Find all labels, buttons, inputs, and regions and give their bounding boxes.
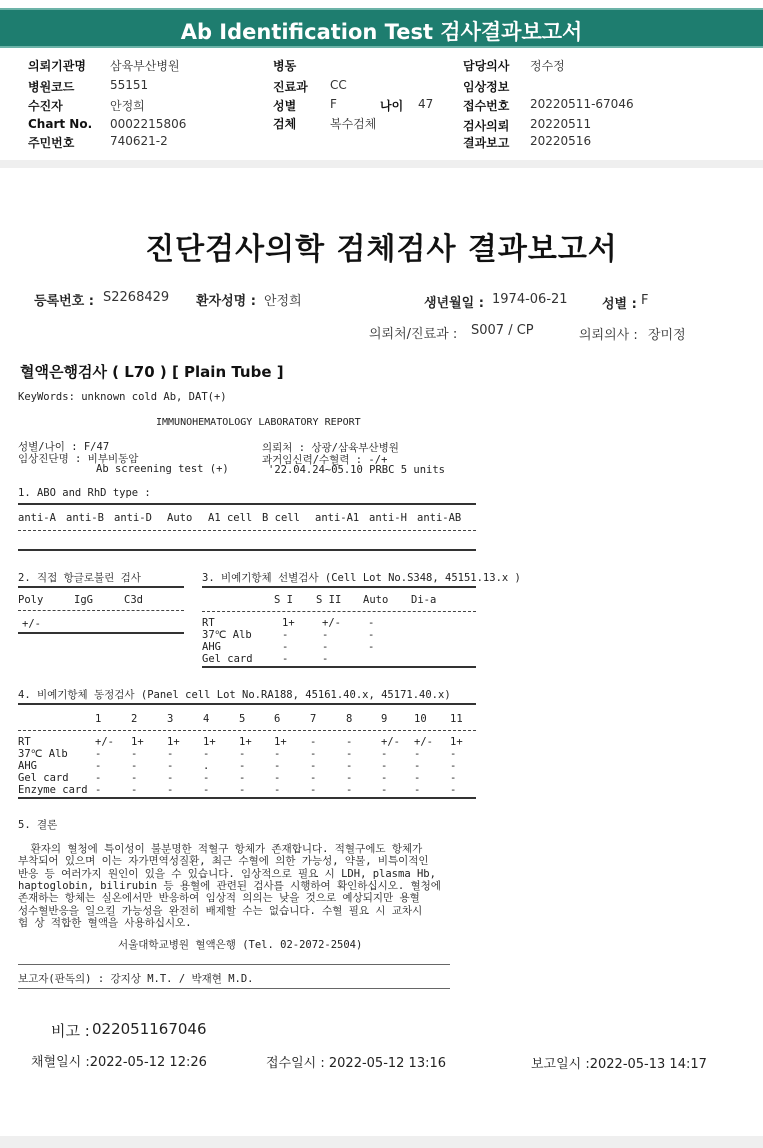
panel-cell: -	[203, 784, 210, 796]
panel-cell: -	[381, 772, 388, 784]
panel-cell: -	[167, 760, 174, 772]
collection-datetime: 채혈일시 :2022-05-12 12:26	[31, 1055, 207, 1070]
section-separator	[0, 160, 763, 168]
test-request-value: 20220511	[530, 117, 592, 131]
screen-header-auto: Auto	[363, 594, 389, 606]
panel-cell: -	[346, 736, 353, 748]
referral-department-label: 의뢰처/진료과 :	[369, 327, 458, 342]
dat-header-igg: IgG	[74, 594, 93, 606]
panel-cell: -	[381, 760, 388, 772]
patient-full-name-value: 안정희	[264, 294, 302, 309]
chart-number-label: Chart No.	[28, 117, 93, 131]
dat-bottom-line	[18, 632, 184, 634]
panel-cell: -	[381, 784, 388, 796]
panel-cell-header: 3	[167, 713, 174, 725]
report-datetime: 보고일시 :2022-05-13 14:17	[531, 1057, 707, 1072]
report-banner	[0, 8, 763, 48]
panel-cell: -	[450, 772, 457, 784]
screen-cell: -	[282, 653, 289, 665]
department-value: CC	[330, 78, 347, 92]
remark-label: 비고 :	[51, 1022, 90, 1040]
chart-number-value: 0002215806	[110, 117, 187, 131]
panel-cell: -	[414, 760, 421, 772]
remark-value: 022051167046	[92, 1020, 207, 1038]
referring-doctor-label: 의뢰의사 :	[579, 328, 638, 343]
panel-cell: -	[414, 748, 421, 760]
referral-department-value: S007 / CP	[471, 323, 534, 338]
requesting-institution-value: 삼육부산병원	[110, 59, 180, 73]
panel-row-label: 37℃ Alb	[18, 748, 68, 760]
panel-cell: -	[414, 784, 421, 796]
panel-cell-header: 7	[310, 713, 317, 725]
screen-header-s1: S I	[274, 594, 293, 606]
hospital-code-label: 병원코드	[28, 80, 75, 94]
blood-bank-section-title: 혈액은행검사 ( L70 ) [ Plain Tube ]	[20, 363, 284, 381]
panel-cell: -	[167, 748, 174, 760]
receipt-number-label: 접수번호	[463, 99, 510, 113]
screen-section-title: 3. 비예기항체 선별검사 (Cell Lot No.S348, 45151.13.x )	[202, 572, 521, 584]
panel-cell: -	[95, 748, 102, 760]
screen-cell: -	[368, 629, 375, 641]
screen-top-line	[202, 586, 476, 588]
panel-cell: -	[450, 784, 457, 796]
panel-cell-header: 6	[274, 713, 281, 725]
screen-cell: -	[282, 641, 289, 653]
screen-cell: +/-	[322, 617, 341, 629]
panel-cell: -	[274, 784, 281, 796]
referring-doctor-value: 장미정	[648, 328, 686, 343]
panel-row-label: Enzyme card	[18, 784, 88, 796]
panel-cell: -	[274, 748, 281, 760]
screen-cell: -	[322, 641, 329, 653]
clinical-diagnosis: 임상진단명 : 비부비동암	[18, 453, 139, 465]
panel-cell: -	[346, 772, 353, 784]
reporter-bottom-line	[18, 988, 450, 989]
panel-cell: -	[450, 760, 457, 772]
abo-header-anti-h: anti-H	[369, 512, 407, 524]
panel-cell: -	[346, 748, 353, 760]
transfusion-record: '22.04.24~05.10 PRBC 5 units	[268, 464, 446, 476]
report-sex-label: 성별 :	[602, 297, 637, 312]
age-value: 47	[418, 97, 434, 111]
abo-header-anti-b: anti-B	[66, 512, 104, 524]
panel-cell: -	[310, 748, 317, 760]
patient-name-value: 안정희	[110, 99, 145, 113]
abo-header-anti-d: anti-D	[114, 512, 152, 524]
antibody-screen-note: Ab screening test (+)	[96, 463, 229, 475]
screen-bottom-line	[202, 666, 476, 668]
abo-header-anti-a: anti-A	[18, 512, 56, 524]
panel-cell: +/-	[381, 736, 400, 748]
reporter-top-line	[18, 964, 450, 965]
panel-cell: -	[203, 748, 210, 760]
panel-cell: -	[95, 784, 102, 796]
panel-cell: -	[239, 748, 246, 760]
attending-doctor-value: 정수정	[530, 59, 565, 73]
conclusion-line: 부착되어 있으며 이는 자가면역성질환, 최근 수혈에 의한 가능성, 약물, 비특이적인	[18, 855, 429, 868]
screen-cell: 1+	[282, 617, 295, 629]
sex-age: 성별/나이 : F/47	[18, 441, 110, 453]
dat-section-title: 2. 직접 항글로불린 검사	[18, 572, 141, 584]
panel-cell-header: 10	[414, 713, 427, 725]
result-report-value: 20220516	[530, 134, 592, 148]
hospital-code-value: 55151	[110, 78, 149, 92]
panel-cell: -	[310, 760, 317, 772]
conclusion-line: 존재하는 항체는 실온에서만 반응하여 임상적 의의는 낮을 것으로 예상되지만 용혈	[18, 892, 420, 905]
screen-row-label: AHG	[202, 641, 221, 653]
panel-row-label: AHG	[18, 760, 37, 772]
banner-title: Ab Identification Test 검사결과보고서	[180, 20, 583, 44]
panel-cell: -	[346, 760, 353, 772]
panel-cell: -	[381, 748, 388, 760]
panel-cell: -	[414, 772, 421, 784]
abo-header-anti-a1: anti-A1	[315, 512, 360, 524]
panel-cell: -	[346, 784, 353, 796]
screen-row-label: 37℃ Alb	[202, 629, 252, 641]
dat-header-poly: Poly	[18, 594, 44, 606]
birthdate-value: 1974-06-21	[492, 292, 568, 307]
panel-header-line	[18, 730, 476, 731]
panel-cell: -	[95, 772, 102, 784]
requesting-institution-label: 의뢰기관명	[28, 59, 86, 73]
department-label: 진료과	[273, 80, 308, 94]
abo-header-anti-ab: anti-AB	[417, 512, 462, 524]
panel-cell: -	[131, 784, 138, 796]
abo-header-auto: Auto	[167, 512, 193, 524]
screen-cell: -	[368, 617, 375, 629]
panel-bottom-line	[18, 797, 476, 799]
panel-cell: -	[131, 748, 138, 760]
conclusion-line: 성수혈반응을 일으킬 가능성을 완전히 배제할 수는 없습니다. 수혈 필요 시 교차시	[18, 904, 423, 917]
screen-cell: -	[322, 653, 329, 665]
panel-cell-header: 4	[203, 713, 210, 725]
sex-value: F	[330, 97, 337, 111]
panel-cell: 1+	[167, 736, 180, 748]
receipt-datetime: 접수일시 : 2022-05-12 13:16	[266, 1056, 447, 1071]
specimen-value: 복수검체	[330, 117, 377, 131]
patient-name-label: 수진자	[28, 99, 63, 113]
dat-top-line	[18, 586, 184, 588]
screen-header-line	[202, 611, 476, 612]
panel-section-title: 4. 비예기항체 동정검사 (Panel cell Lot No.RA188, 45161.40.x, 45171.40.x)	[18, 689, 451, 701]
screen-row-label: Gel card	[202, 653, 253, 665]
lab-report-title: IMMUNOHEMATOLOGY LABORATORY REPORT	[156, 417, 361, 428]
resident-number-value: 740621-2	[110, 134, 168, 148]
panel-cell: -	[239, 772, 246, 784]
panel-cell: -	[239, 760, 246, 772]
abo-top-line	[18, 503, 476, 505]
test-request-label: 검사의뢰	[463, 119, 510, 133]
report-sex-value: F	[641, 293, 649, 308]
panel-cell-header: 8	[346, 713, 353, 725]
conclusion-title: 5. 결론	[18, 819, 58, 831]
panel-cell: +/-	[95, 736, 114, 748]
panel-cell: 1+	[239, 736, 252, 748]
resident-number-label: 주민번호	[28, 136, 75, 150]
screen-cell: -	[322, 629, 329, 641]
attending-doctor-label: 담당의사	[463, 59, 510, 73]
panel-cell: -	[167, 784, 174, 796]
abo-bottom-line	[18, 549, 476, 551]
dat-value-poly: +/-	[22, 618, 41, 630]
pregnancy-transfusion-history: 과거임신력/수혈력 : -/+	[262, 454, 388, 466]
panel-cell: 1+	[203, 736, 216, 748]
specimen-label: 검체	[273, 117, 297, 131]
panel-cell-header: 11	[450, 713, 463, 725]
panel-cell: -	[274, 772, 281, 784]
panel-cell: -	[95, 760, 102, 772]
panel-cell-header: 9	[381, 713, 388, 725]
clinical-info-label: 임상정보	[463, 80, 510, 94]
panel-cell: -	[131, 760, 138, 772]
abo-section-title: 1. ABO and RhD type :	[18, 487, 151, 499]
panel-cell: -	[167, 772, 174, 784]
panel-cell: -	[310, 772, 317, 784]
panel-row-label: RT	[18, 736, 31, 748]
age-label: 나이	[380, 99, 404, 113]
registration-number-label: 등록번호 :	[34, 294, 94, 309]
conclusion-line: haptoglobin, bilirubin 등 용혈에 관련된 검사를 시행하여 확인하십시오. 혈청에	[18, 879, 441, 892]
bottom-band	[0, 1136, 763, 1148]
panel-cell: 1+	[450, 736, 463, 748]
ward-label: 병동	[273, 59, 297, 73]
reporter: 보고자(판독의) : 강지상 M.T. / 박재현 M.D.	[18, 973, 254, 985]
receipt-number-value: 20220511-67046	[530, 97, 634, 111]
abo-header-b-cell: B cell	[262, 512, 300, 524]
abo-header-line	[18, 530, 476, 531]
panel-top-line	[18, 703, 476, 705]
panel-cell-header: 2	[131, 713, 138, 725]
document-title: 진단검사의학 검체검사 결과보고서	[145, 232, 618, 267]
panel-row-label: Gel card	[18, 772, 69, 784]
panel-cell: -	[310, 736, 317, 748]
abo-header-a1-cell: A1 cell	[208, 512, 253, 524]
dat-header-line	[18, 610, 184, 611]
patient-full-name-label: 환자성명 :	[196, 294, 256, 309]
panel-cell: +/-	[414, 736, 433, 748]
conclusion-line: 환자의 혈청에 특이성이 불분명한 적혈구 항체가 존재합니다. 적혈구에도 항체가	[18, 843, 423, 855]
keywords: KeyWords: unknown cold Ab, DAT(+)	[18, 391, 227, 403]
panel-cell-header: 1	[95, 713, 102, 725]
screen-cell: -	[368, 641, 375, 653]
panel-cell: -	[239, 784, 246, 796]
sex-label: 성별	[273, 99, 297, 113]
referral-institution: 의뢰처 : 상광/삼육부산병원	[262, 442, 399, 454]
blood-bank-contact: 서울대학교병원 혈액은행 (Tel. 02-2072-2504)	[118, 939, 363, 951]
panel-cell: -	[131, 772, 138, 784]
registration-number-value: S2268429	[103, 290, 170, 305]
panel-cell: -	[310, 784, 317, 796]
panel-cell-header: 5	[239, 713, 246, 725]
conclusion-line: 험 상 적합한 혈액을 사용하십시오.	[18, 916, 192, 929]
panel-cell: 1+	[274, 736, 287, 748]
conclusion-line: 반응 등 여러가지 원인이 있을 수 있습니다. 임상적으로 필요 시 LDH, plasma Hb,	[18, 867, 436, 880]
panel-cell: .	[203, 760, 210, 772]
panel-cell: -	[203, 772, 210, 784]
screen-cell: -	[282, 629, 289, 641]
birthdate-label: 생년월일 :	[424, 296, 484, 311]
panel-cell: -	[450, 748, 457, 760]
screen-header-di-a: Di-a	[411, 594, 437, 606]
result-report-label: 결과보고	[463, 136, 510, 150]
panel-cell: -	[274, 760, 281, 772]
screen-row-label: RT	[202, 617, 215, 629]
screen-header-s2: S II	[316, 594, 342, 606]
dat-header-c3d: C3d	[124, 594, 143, 606]
panel-cell: 1+	[131, 736, 144, 748]
